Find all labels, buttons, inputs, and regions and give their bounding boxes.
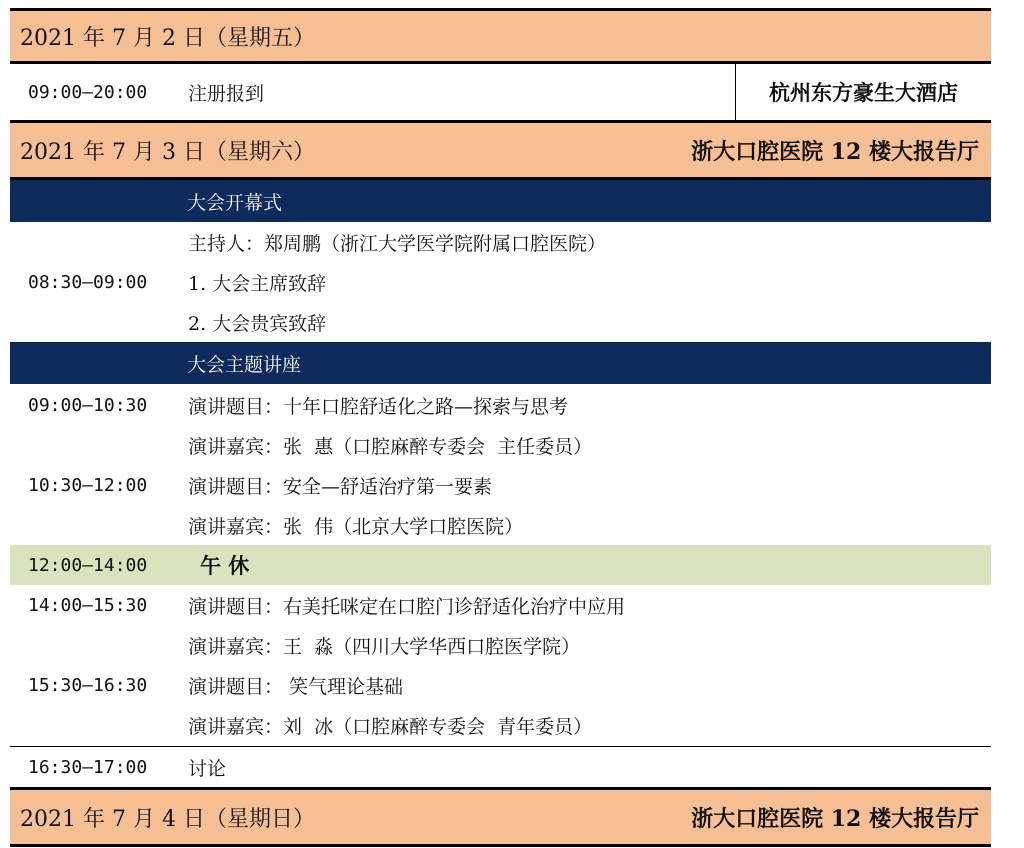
talk-speaker: 演讲嘉宾：张 惠（口腔麻醉专委会 主任委员） (188, 435, 593, 458)
venue-label: 杭州东方豪生大酒店 (735, 64, 991, 120)
agenda-item: 1. 大会主席致辞 (188, 272, 327, 295)
talk-speaker: 演讲嘉宾：张 伟（北京大学口腔医院） (188, 515, 524, 538)
date-header-day1 (10, 8, 991, 64)
date-label: 2021 年 7 月 2 日（星期五） (20, 25, 315, 51)
talk-topic: 演讲题目：十年口腔舒适化之路—探索与思考 (188, 395, 569, 418)
section-title: 大会开幕式 (187, 191, 283, 214)
agenda-item: 2. 大会贵宾致辞 (188, 312, 327, 335)
date-header-day2 (10, 120, 991, 180)
talk-topic: 演讲题目： 笑气理论基础 (188, 675, 404, 698)
time-label: 09:00—10:30 (28, 394, 148, 416)
time-label: 12:00—14:00 (28, 554, 148, 576)
time-label: 09:00—20:00 (28, 81, 148, 103)
time-label: 08:30—09:00 (28, 271, 148, 293)
lunch-break-row (10, 545, 991, 585)
talk-topic-row (10, 665, 991, 705)
date-label: 2021 年 7 月 3 日（星期六） (20, 139, 315, 165)
discussion-label: 讨论 (188, 757, 227, 780)
date-label: 2021 年 7 月 4 日（星期日） (20, 806, 315, 832)
talk-topic-row (10, 465, 991, 505)
host-label: 主持人：郑周鹏（浙江大学医学院附属口腔医院） (188, 232, 607, 255)
time-label: 14:00—15:30 (28, 594, 148, 616)
date-header-day3 (10, 787, 991, 847)
talk-speaker-row (10, 625, 991, 665)
talk-topic-row (10, 385, 991, 425)
talk-speaker-row (10, 425, 991, 465)
talk-topic-row (10, 585, 991, 625)
discussion-row (10, 747, 991, 787)
section-title: 大会主题讲座 (187, 353, 302, 376)
talk-topic: 演讲题目：安全—舒适治疗第一要素 (188, 475, 493, 498)
talk-speaker: 演讲嘉宾：王 淼（四川大学华西口腔医学院） (188, 635, 581, 658)
lunch-label: 午 休 (200, 553, 250, 578)
registration-label: 注册报到 (188, 82, 265, 105)
registration-row (10, 64, 991, 120)
time-label: 16:30—17:00 (28, 756, 148, 778)
list-item (10, 302, 991, 342)
venue-label: 浙大口腔医院 12 楼大报告厅 (691, 805, 979, 832)
section-header-opening (10, 180, 991, 222)
talk-speaker: 演讲嘉宾：刘 冰（口腔麻醉专委会 青年委员） (188, 715, 593, 738)
list-item (10, 262, 991, 302)
time-label: 10:30—12:00 (28, 474, 148, 496)
talk-speaker-row (10, 705, 991, 745)
talk-speaker-row (10, 505, 991, 545)
section-header-keynote (10, 342, 991, 384)
venue-label: 浙大口腔医院 12 楼大报告厅 (691, 138, 979, 165)
talk-topic: 演讲题目：右美托咪定在口腔门诊舒适化治疗中应用 (188, 595, 626, 618)
time-label: 15:30—16:30 (28, 674, 148, 696)
list-item (10, 222, 991, 262)
